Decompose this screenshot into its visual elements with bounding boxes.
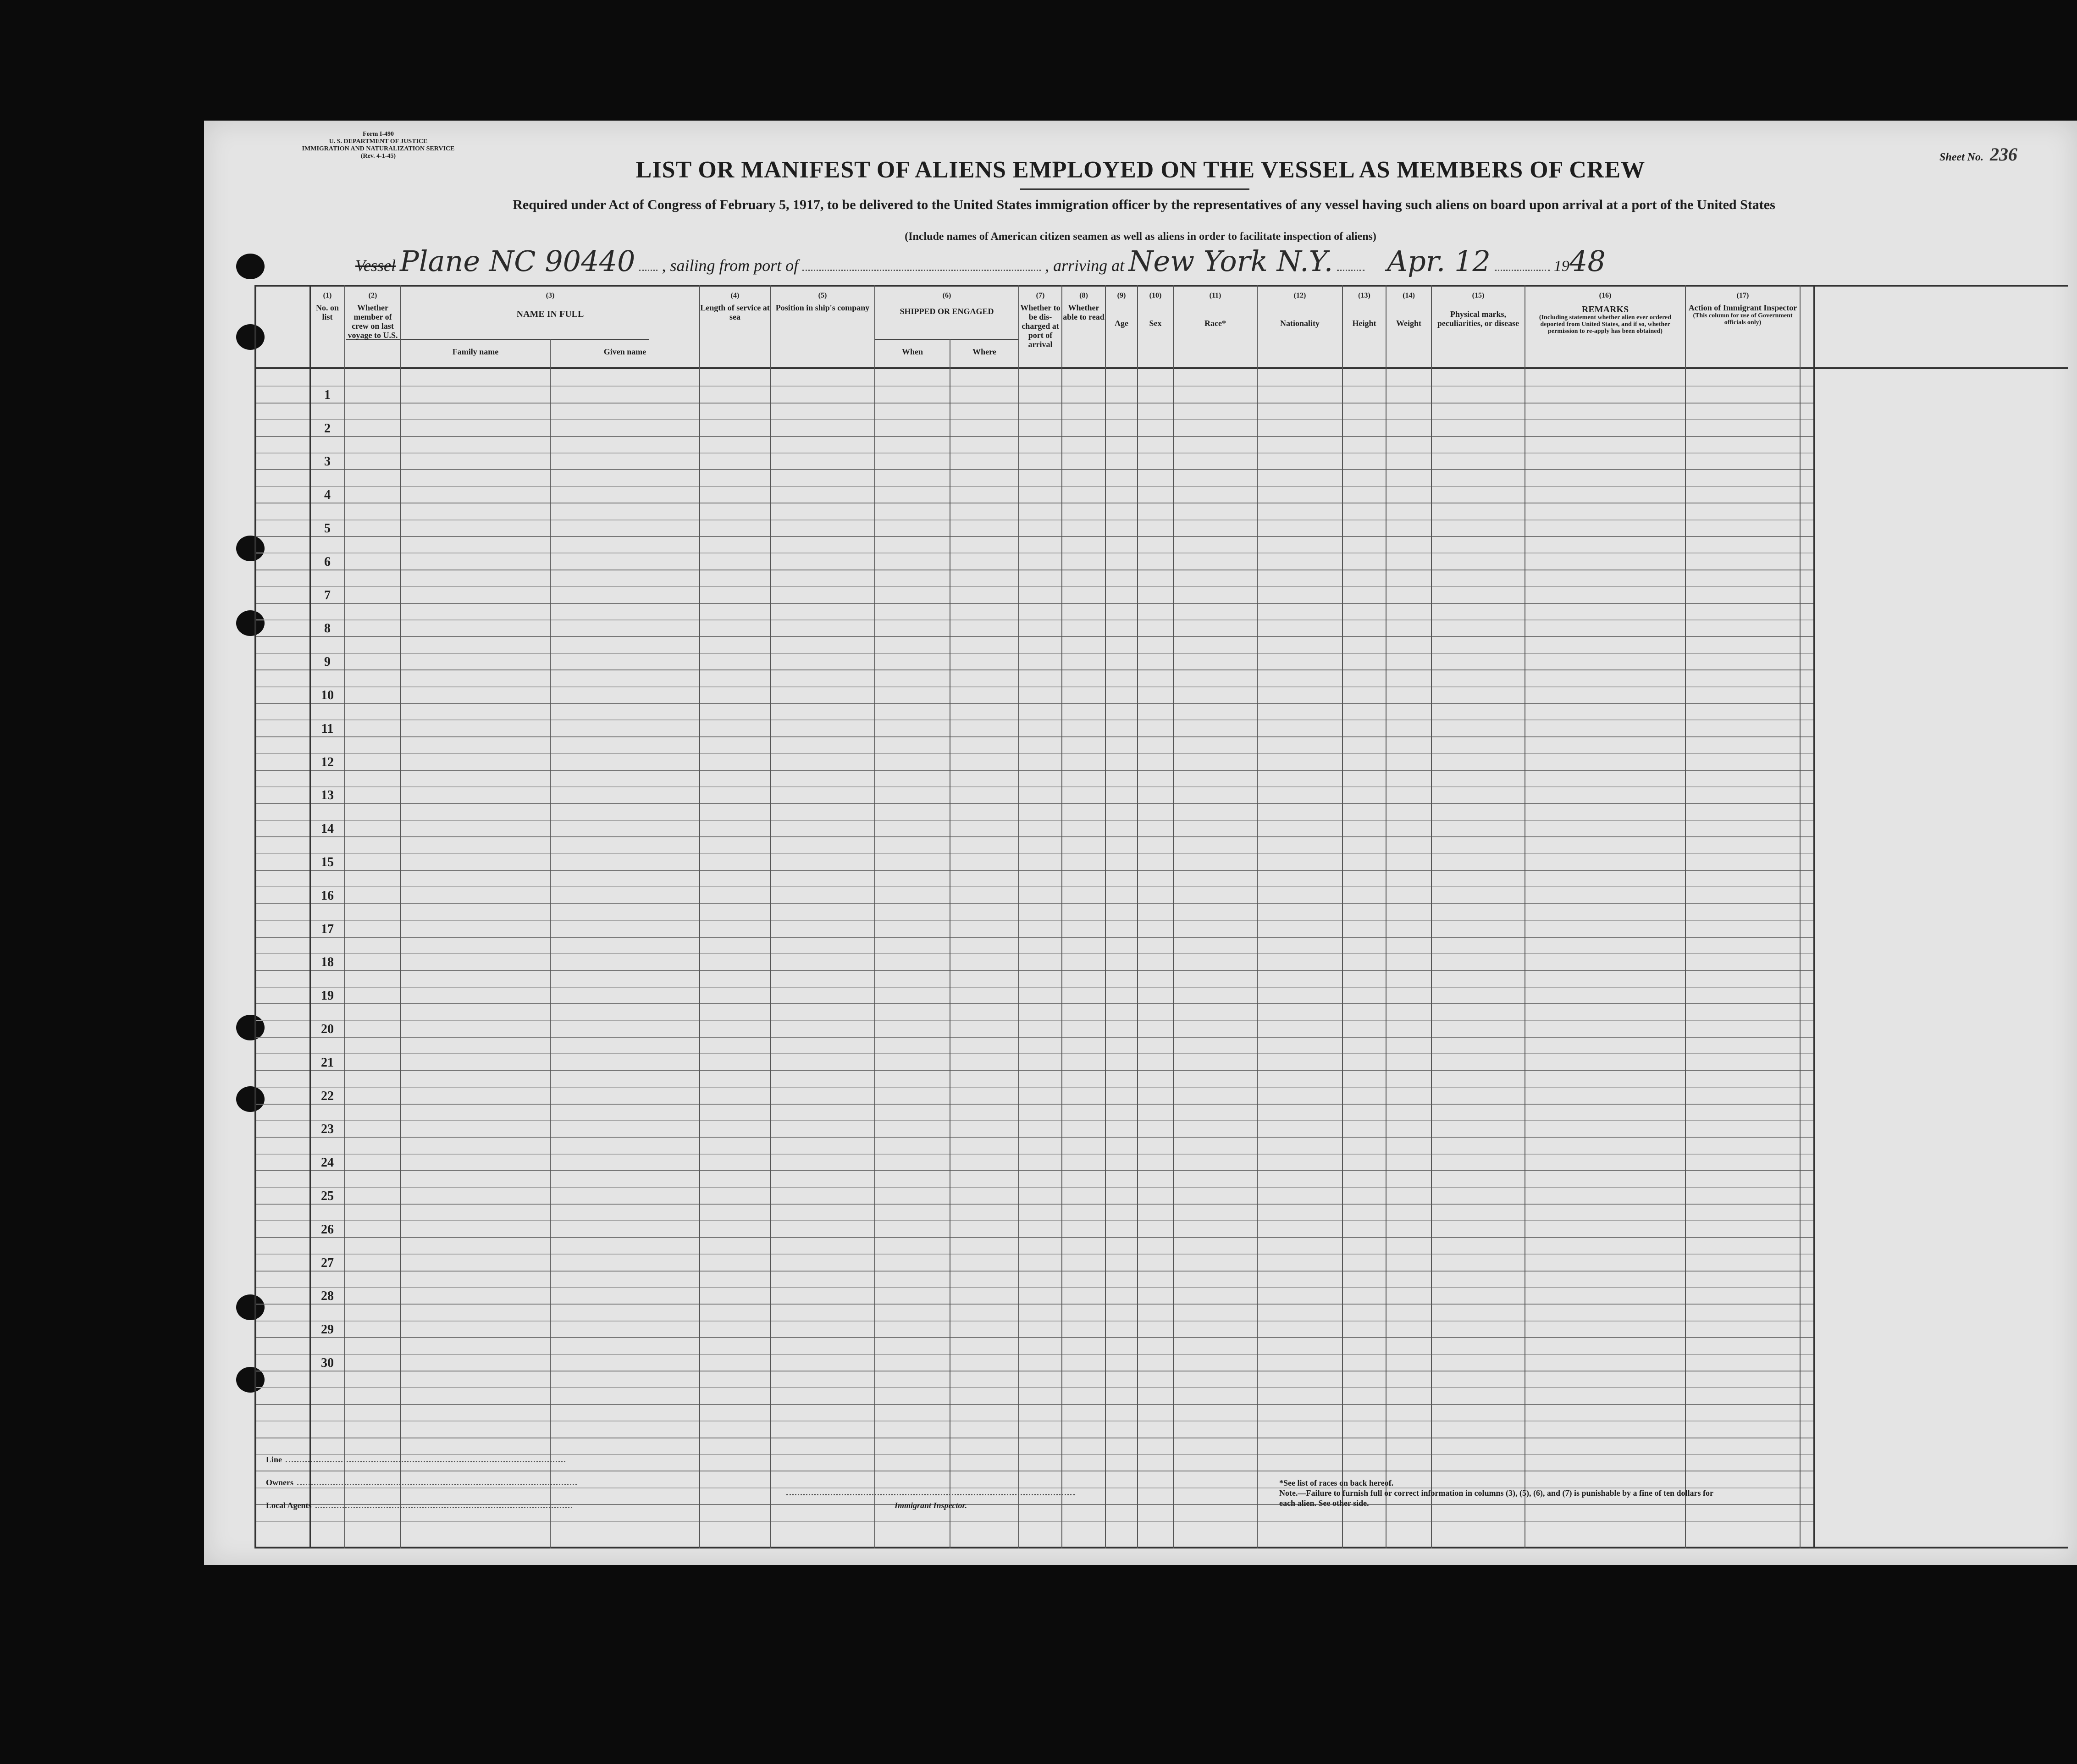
owners-field: Owners	[266, 1478, 577, 1488]
row-rule	[256, 1337, 1813, 1338]
row-rule	[256, 1087, 1813, 1088]
col-9-header: (9) Age	[1115, 292, 1128, 328]
row-rule	[256, 1521, 1813, 1522]
row-rule	[256, 803, 1813, 804]
vessel-name: Plane NC 90440	[399, 244, 635, 278]
col-7-header: (7) Whether to be dis-charged at port of arrival	[1020, 292, 1061, 349]
row-rule	[256, 1220, 1813, 1221]
row-number: 30	[321, 1356, 334, 1370]
inspector-signature-line	[786, 1494, 1075, 1495]
sheet-label: Sheet No.	[1939, 151, 1983, 163]
row-rule	[256, 1070, 1813, 1071]
department-name: U. S. DEPARTMENT OF JUSTICE	[329, 138, 428, 145]
row-rule	[256, 1053, 1813, 1054]
row-rule	[256, 903, 1813, 904]
title-divider	[1020, 188, 1249, 190]
row-rule	[256, 486, 1813, 487]
manifest-sheet	[204, 121, 2077, 1565]
row-rule	[256, 987, 1813, 988]
crew-table	[254, 285, 2068, 1550]
row-rule	[256, 719, 1813, 720]
row-number: 8	[324, 621, 331, 636]
col-5-header: (5) Position in ship's company	[775, 292, 870, 312]
row-rule	[256, 770, 1813, 771]
punch-hole	[236, 254, 265, 279]
row-number: 20	[321, 1022, 334, 1036]
row-number: 18	[321, 955, 334, 970]
when-header: When	[901, 347, 923, 356]
row-rule	[256, 820, 1813, 821]
row-rule	[256, 1237, 1813, 1238]
where-header: Where	[972, 347, 996, 356]
row-rule	[256, 786, 1813, 787]
arriving-port: New York N.Y.	[1128, 244, 1333, 278]
year-prefix: 19	[1553, 258, 1569, 275]
row-rule	[256, 1003, 1813, 1004]
line-field: Line	[266, 1455, 565, 1465]
row-rule	[256, 1120, 1813, 1121]
row-rule	[256, 536, 1813, 537]
given-name-header: Given name	[603, 347, 646, 356]
form-identification	[264, 131, 493, 160]
year-suffix: 48	[1569, 244, 1606, 278]
row-rule	[256, 736, 1813, 737]
row-rule	[256, 703, 1813, 704]
col-2-header: (2) Whether member of crew on last voyage to U.S.	[348, 292, 398, 340]
row-number: 11	[321, 721, 334, 736]
row-rule	[256, 603, 1813, 604]
row-number: 15	[321, 855, 334, 869]
row-number: 25	[321, 1189, 334, 1203]
col-11-header: (11) Race*	[1204, 292, 1226, 328]
row-rule	[256, 1037, 1813, 1038]
row-rule	[256, 1354, 1813, 1355]
row-number: 27	[321, 1255, 334, 1270]
col-12-header: (12) Nationality	[1280, 292, 1320, 328]
row-rule	[256, 403, 1813, 404]
row-rule	[256, 920, 1813, 921]
row-number: 21	[321, 1055, 334, 1070]
row-number: 10	[321, 688, 334, 702]
row-rule	[256, 753, 1813, 754]
row-number: 6	[324, 554, 331, 569]
row-rule	[256, 1020, 1813, 1021]
requirement-text: Required under Act of Congress of February 5, 1917, to be delivered to the United States immigration officer by the representatives of any vessel having such aliens on board upon arrival at a port of the United States	[513, 197, 1775, 212]
row-number: 1	[324, 387, 331, 402]
row-rule	[256, 1137, 1813, 1138]
row-number: 5	[324, 521, 331, 536]
col-15-header: (15) Physical marks, peculiarities, or disease	[1437, 292, 1519, 328]
row-rule	[256, 1154, 1813, 1155]
race-note: *See list of races on back hereof.	[1279, 1478, 1394, 1488]
sailing-port-field	[802, 265, 1041, 271]
arrival-date: Apr. 12	[1387, 244, 1491, 278]
row-number: 28	[321, 1289, 334, 1304]
row-rule	[256, 1104, 1813, 1105]
col-6-header: (6) SHIPPED OR ENGAGED	[900, 292, 994, 316]
row-rule	[256, 1404, 1813, 1405]
footer-notes	[1279, 1478, 1719, 1508]
row-number: 17	[321, 922, 334, 936]
form-number: Form I-490	[362, 131, 394, 138]
row-rule	[256, 836, 1813, 837]
col-1-header: (1) No. on list	[315, 292, 339, 321]
row-rule	[256, 1254, 1813, 1255]
row-rule	[256, 970, 1813, 971]
row-number: 19	[321, 989, 334, 1003]
note-label: Note.	[1279, 1488, 1298, 1498]
sheet-number: 236	[1990, 144, 2017, 165]
row-rule	[256, 386, 1813, 387]
row-rule	[256, 1204, 1813, 1205]
row-rule	[256, 853, 1813, 854]
col-3-header: (3) NAME IN FULL	[516, 292, 584, 319]
col-4-header: (4) Length of service at sea	[700, 292, 770, 321]
service-name: IMMIGRATION AND NATURALIZATION SERVICE	[302, 145, 455, 152]
inspector-label: Immigrant Inspector.	[894, 1501, 967, 1510]
arriving-label: , arriving at	[1045, 256, 1125, 275]
row-number: 13	[321, 788, 334, 803]
row-rule	[256, 669, 1813, 670]
include-note: (Include names of American citizen seamen as well as aliens in order to facilitate inspection of aliens)	[905, 231, 1376, 243]
row-number: 14	[321, 822, 334, 836]
row-rule	[256, 937, 1813, 938]
row-number: 12	[321, 755, 334, 769]
row-number: 2	[324, 421, 331, 436]
row-number: 16	[321, 888, 334, 903]
row-rule	[256, 1304, 1813, 1305]
row-rule	[256, 1387, 1813, 1388]
col-16-header: (16) REMARKS (Including statement whether alien ever ordered deported from United States, and if so, whether permission to re-apply has been obtained)	[1539, 292, 1672, 335]
sailing-label: , sailing from port of	[662, 256, 799, 275]
row-number: 22	[321, 1089, 334, 1103]
row-rule	[256, 619, 1813, 620]
row-number: 24	[321, 1156, 334, 1170]
note-text: —Failure to furnish full or correct information in columns (3), (5), (6), and (7) is punishable by a fine of ten dollars for each alien. See other side.	[1279, 1488, 1713, 1508]
row-rule	[256, 1321, 1813, 1322]
form-revision: (Rev. 4-1-45)	[360, 153, 396, 160]
col-17-header: (17) Action of Immigrant Inspector (This column for use of Government officials only)	[1688, 292, 1797, 326]
vessel-line	[355, 244, 1606, 278]
col-8-header: (8) Whether able to read	[1063, 292, 1105, 321]
col-13-header: (13) Height	[1352, 292, 1376, 328]
row-rule	[256, 953, 1813, 954]
row-rule	[256, 1187, 1813, 1188]
row-rule	[256, 469, 1813, 470]
family-name-header: Family name	[452, 347, 499, 356]
row-number: 23	[321, 1122, 334, 1137]
row-number: 29	[321, 1322, 334, 1337]
row-rule	[256, 870, 1813, 871]
row-rule	[256, 586, 1813, 587]
row-rule	[256, 653, 1813, 654]
row-number: 4	[324, 488, 331, 503]
local-agents-field: Local Agents	[266, 1501, 572, 1510]
row-rule	[256, 1170, 1813, 1171]
row-number: 7	[324, 588, 331, 603]
row-number: 26	[321, 1222, 334, 1237]
page-title: LIST OR MANIFEST OF ALIENS EMPLOYED ON THE VESSEL AS MEMBERS OF CREW	[635, 157, 1646, 183]
row-rule	[256, 1271, 1813, 1272]
row-rule	[256, 636, 1813, 637]
col-14-header: (14) Weight	[1396, 292, 1421, 328]
col-10-header: (10) Sex	[1149, 292, 1162, 328]
row-number: 9	[324, 655, 331, 669]
row-rule	[256, 419, 1813, 420]
row-rule	[256, 886, 1813, 887]
row-rule	[256, 1287, 1813, 1288]
row-number: 3	[324, 454, 331, 469]
vessel-label: Vessel	[355, 256, 396, 275]
row-rule	[256, 686, 1813, 687]
row-rule	[256, 436, 1813, 437]
